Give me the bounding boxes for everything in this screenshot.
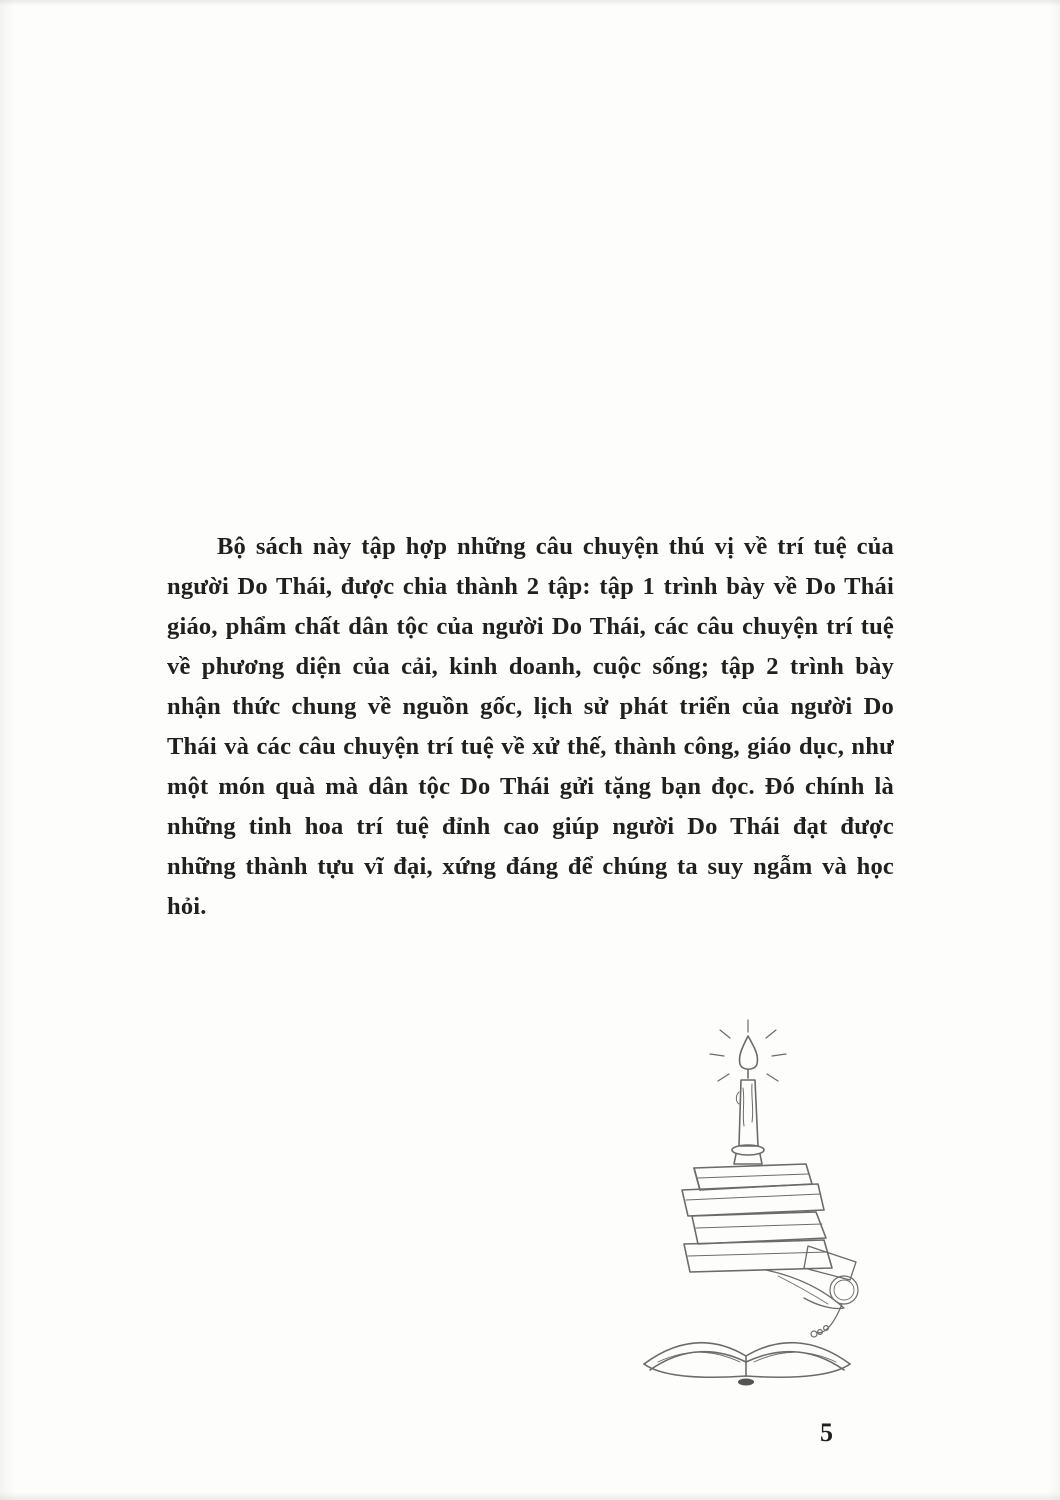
book-stack-icon [682, 1164, 856, 1280]
pocket-watch-icon [811, 1276, 858, 1337]
page-number: 5 [820, 1418, 833, 1447]
open-book-icon [644, 1343, 850, 1386]
body-paragraph: Bộ sách này tập hợp những câu chuyện thú vị về trí tuệ của người Do Thái, được chia thành 2 tập: tập 1 trình bày về Do Thái giáo, phẩm chất dân tộc của người Do Thái, các câu chuyện trí tuệ về phương diện của cải, kinh doanh, cuộc sống; tập 2 trình bày nhận thức chung về nguồn gốc, lịch sử phát triển của người Do Thái và các câu chuyện trí tuệ về xử thế, thành công, giáo dục, như một món quà mà dân tộc Do Thái gửi tặng bạn đọc. Đó chính là những tinh hoa trí tuệ đỉnh cao giúp người Do Thái đạt được những thành tựu vĩ đại, xứng đáng để chúng ta suy ngẫm và học hỏi. [167, 532, 894, 920]
candle-books-illustration [598, 1018, 898, 1408]
flame-icon [739, 1036, 757, 1069]
candle-icon [739, 1080, 758, 1146]
